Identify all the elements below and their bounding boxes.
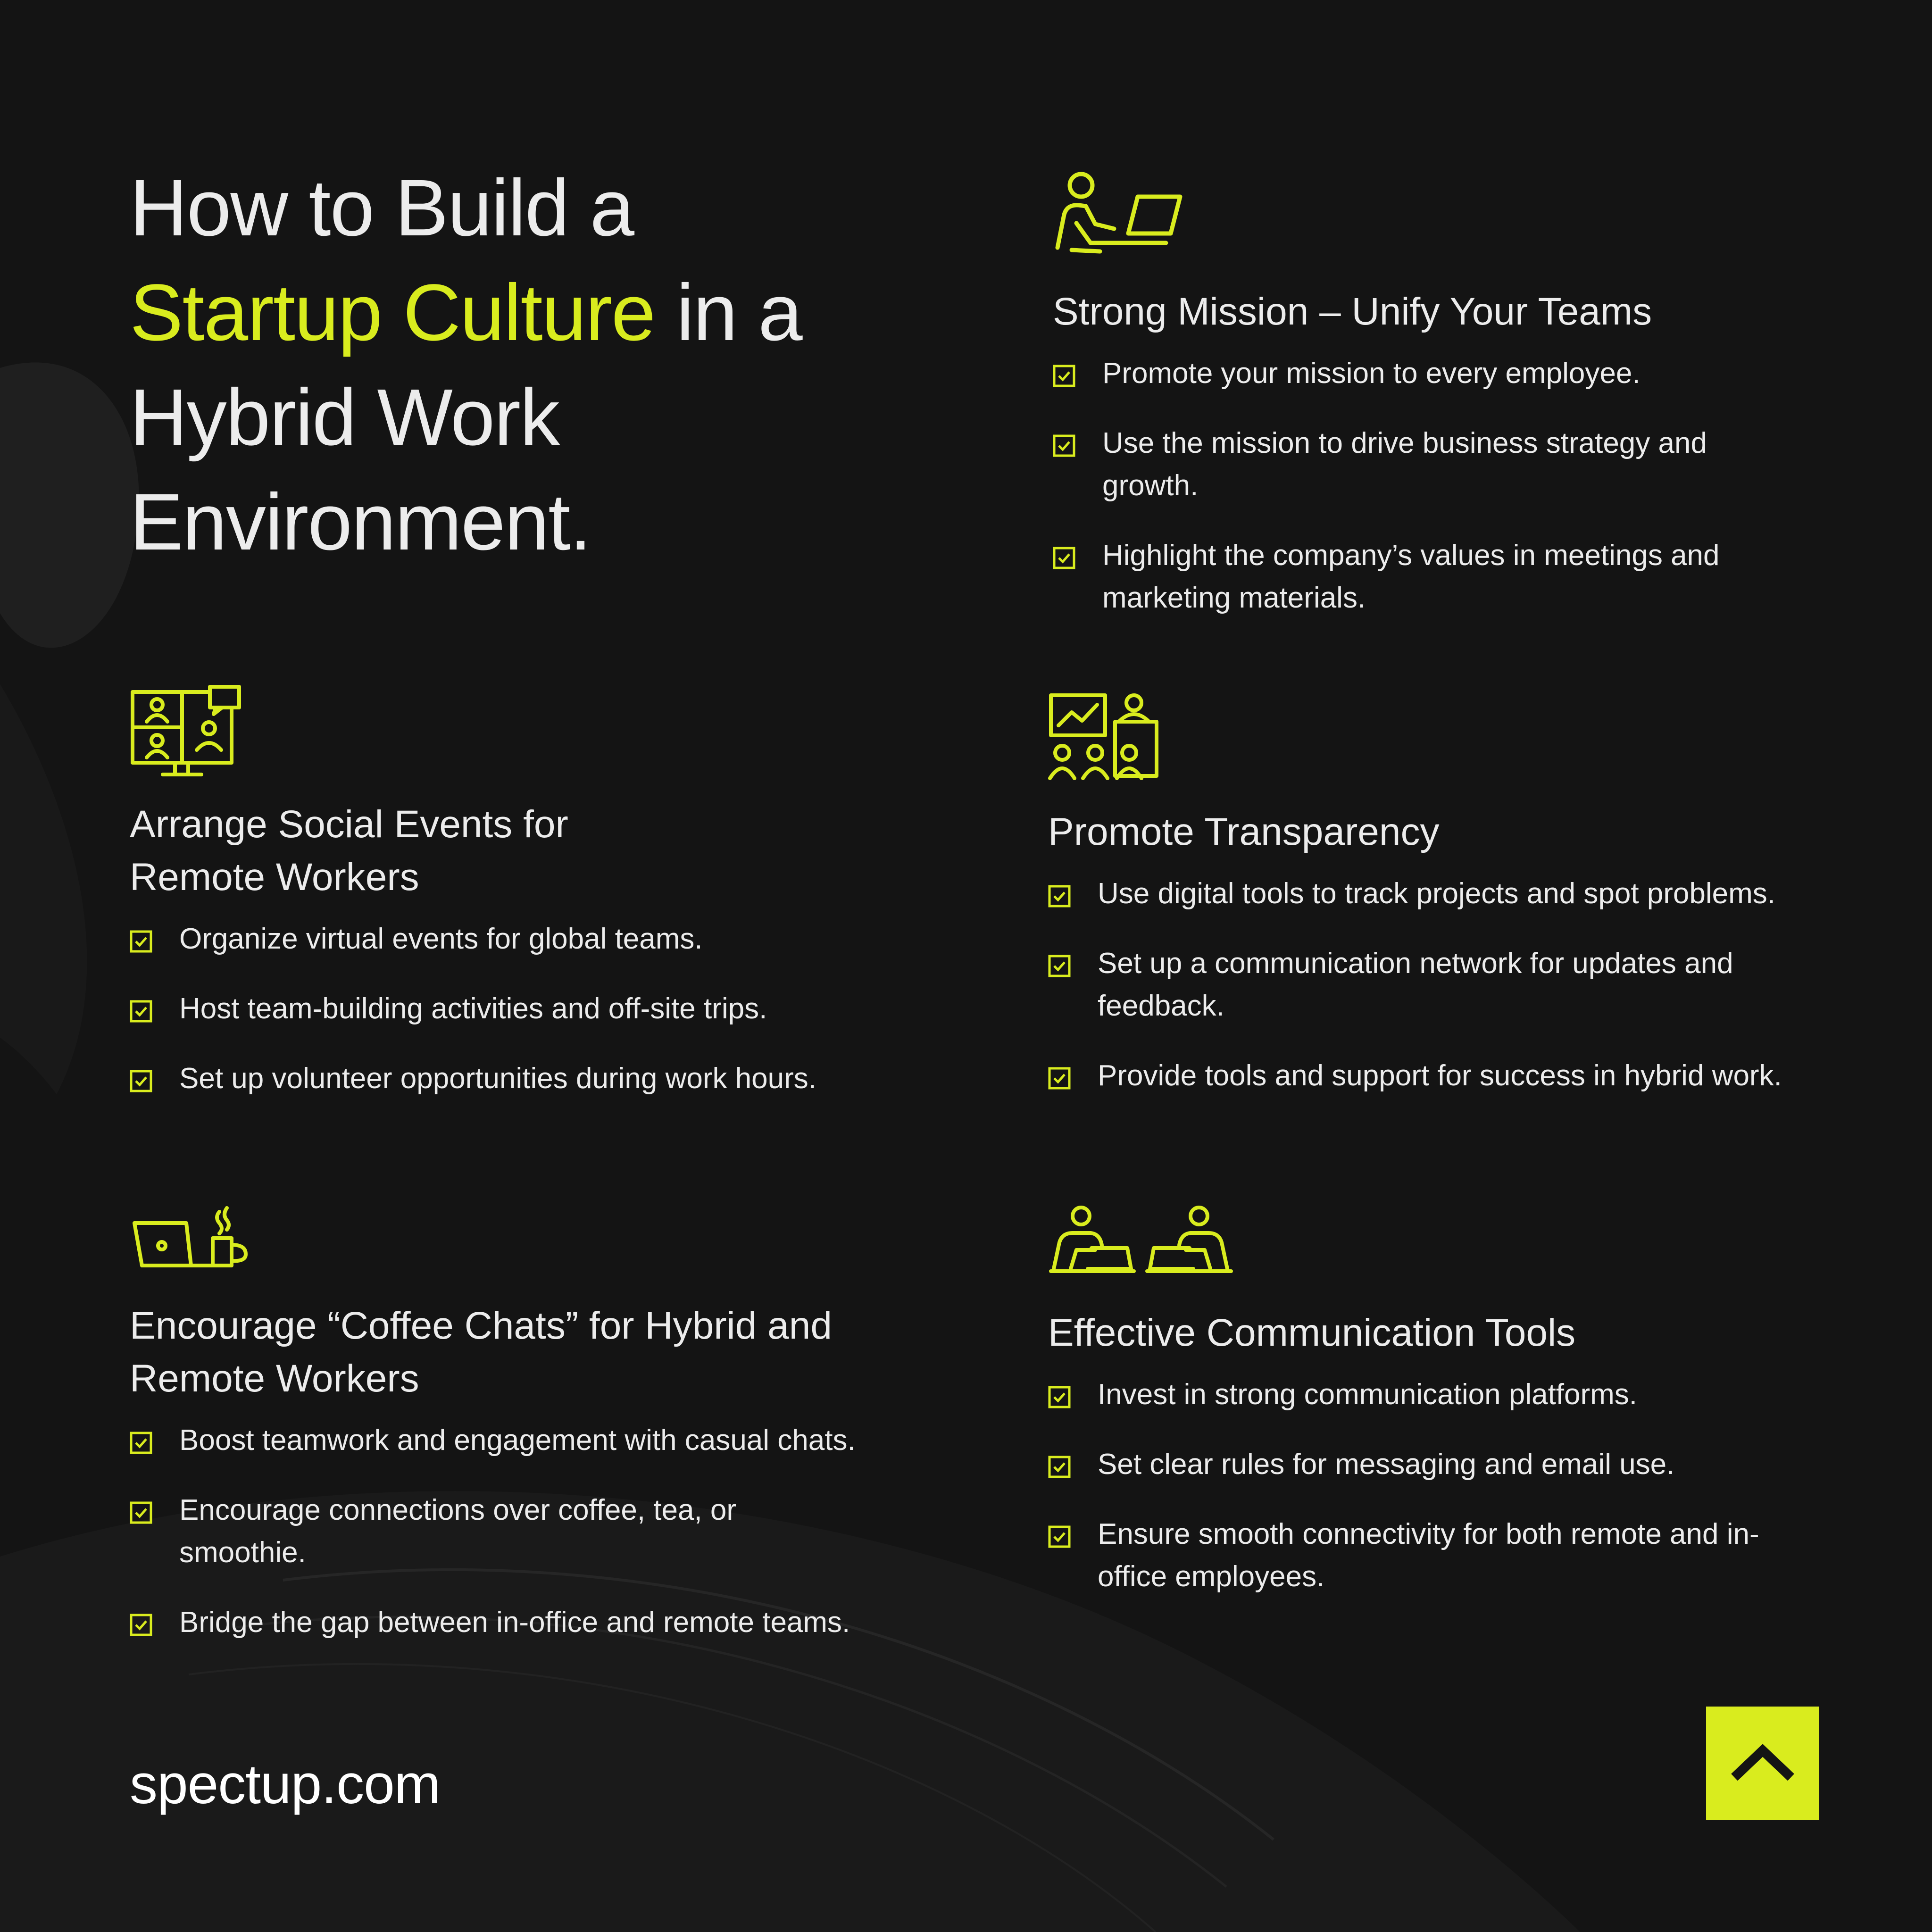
list-item: Set up volunteer opportunities during work hours. bbox=[130, 1058, 932, 1100]
list-item: Bridge the gap between in-office and remote teams. bbox=[130, 1601, 932, 1644]
list-item: Use digital tools to track projects and spot problems. bbox=[1048, 873, 1850, 915]
section-heading: Encourage “Coffee Chats” for Hybrid and Remote Workers bbox=[130, 1304, 832, 1400]
presentation-meeting-icon bbox=[1048, 692, 1161, 782]
section-heading: Effective Communication Tools bbox=[1048, 1311, 1576, 1354]
checklist bbox=[1053, 352, 1807, 619]
checklist bbox=[130, 918, 932, 1100]
checkbox-icon bbox=[1053, 547, 1075, 569]
list-item: Host team-building activities and off-site trips. bbox=[130, 988, 932, 1030]
checkbox-icon bbox=[1048, 885, 1071, 908]
checkbox-icon bbox=[1048, 1525, 1071, 1548]
checkbox-icon bbox=[130, 930, 152, 953]
title-line-3: Hybrid Work bbox=[130, 373, 559, 462]
checklist bbox=[1048, 1374, 1850, 1598]
section-heading: Promote Transparency bbox=[1048, 810, 1440, 853]
checkbox-icon bbox=[1053, 434, 1075, 457]
brand-url[interactable]: spectup.com bbox=[130, 1753, 440, 1815]
list-item: Invest in strong communication platforms. bbox=[1048, 1374, 1850, 1416]
checkbox-icon bbox=[1048, 1456, 1071, 1478]
list-item: Promote your mission to every employee. bbox=[1053, 352, 1807, 395]
list-item: Set clear rules for messaging and email use. bbox=[1048, 1443, 1850, 1486]
checkbox-icon bbox=[130, 1070, 152, 1092]
title-line-4: Environment. bbox=[130, 477, 591, 567]
list-item: Set up a communication network for updates and feedback. bbox=[1048, 942, 1758, 1027]
video-call-icon bbox=[130, 685, 243, 779]
section-transparency bbox=[1048, 692, 1850, 1097]
scroll-up-button[interactable] bbox=[1706, 1707, 1819, 1820]
section-communication-tools bbox=[1048, 1203, 1850, 1598]
list-item: Organize virtual events for global teams. bbox=[130, 918, 932, 960]
checkbox-icon bbox=[130, 1000, 152, 1023]
section-strong-mission bbox=[1053, 167, 1807, 619]
person-at-laptop-icon bbox=[1053, 167, 1185, 257]
title-line-2-rest: in a bbox=[655, 268, 802, 358]
section-heading: Arrange Social Events for Remote Workers bbox=[130, 803, 568, 899]
list-item: Encourage connections over coffee, tea, or smoothie. bbox=[130, 1489, 783, 1574]
checkbox-icon bbox=[1048, 955, 1071, 977]
title-line-1: How to Build a bbox=[130, 163, 634, 253]
chevron-up-icon bbox=[1727, 1742, 1798, 1784]
section-social-events bbox=[130, 685, 932, 1100]
checkbox-icon bbox=[130, 1432, 152, 1454]
list-item: Provide tools and support for success in hybrid work. bbox=[1048, 1055, 1850, 1097]
list-item: Ensure smooth connectivity for both remote and in-office employees. bbox=[1048, 1513, 1805, 1598]
list-item: Use the mission to drive business strategy and growth. bbox=[1053, 422, 1763, 507]
checkbox-icon bbox=[1048, 1386, 1071, 1408]
page-title bbox=[130, 156, 802, 575]
list-item: Boost teamwork and engagement with casual chats. bbox=[130, 1419, 932, 1462]
title-accent: Startup Culture bbox=[130, 268, 655, 358]
checkbox-icon bbox=[1053, 365, 1075, 387]
checklist bbox=[130, 1419, 932, 1644]
section-coffee-chats bbox=[130, 1205, 932, 1644]
checkbox-icon bbox=[130, 1501, 152, 1524]
laptop-coffee-icon bbox=[130, 1205, 262, 1281]
two-people-laptops-icon bbox=[1048, 1203, 1237, 1278]
checkbox-icon bbox=[130, 1614, 152, 1636]
checklist bbox=[1048, 873, 1850, 1097]
section-heading: Strong Mission – Unify Your Teams bbox=[1053, 290, 1652, 333]
list-item: Highlight the company’s values in meetings and marketing materials. bbox=[1053, 534, 1819, 619]
checkbox-icon bbox=[1048, 1067, 1071, 1090]
